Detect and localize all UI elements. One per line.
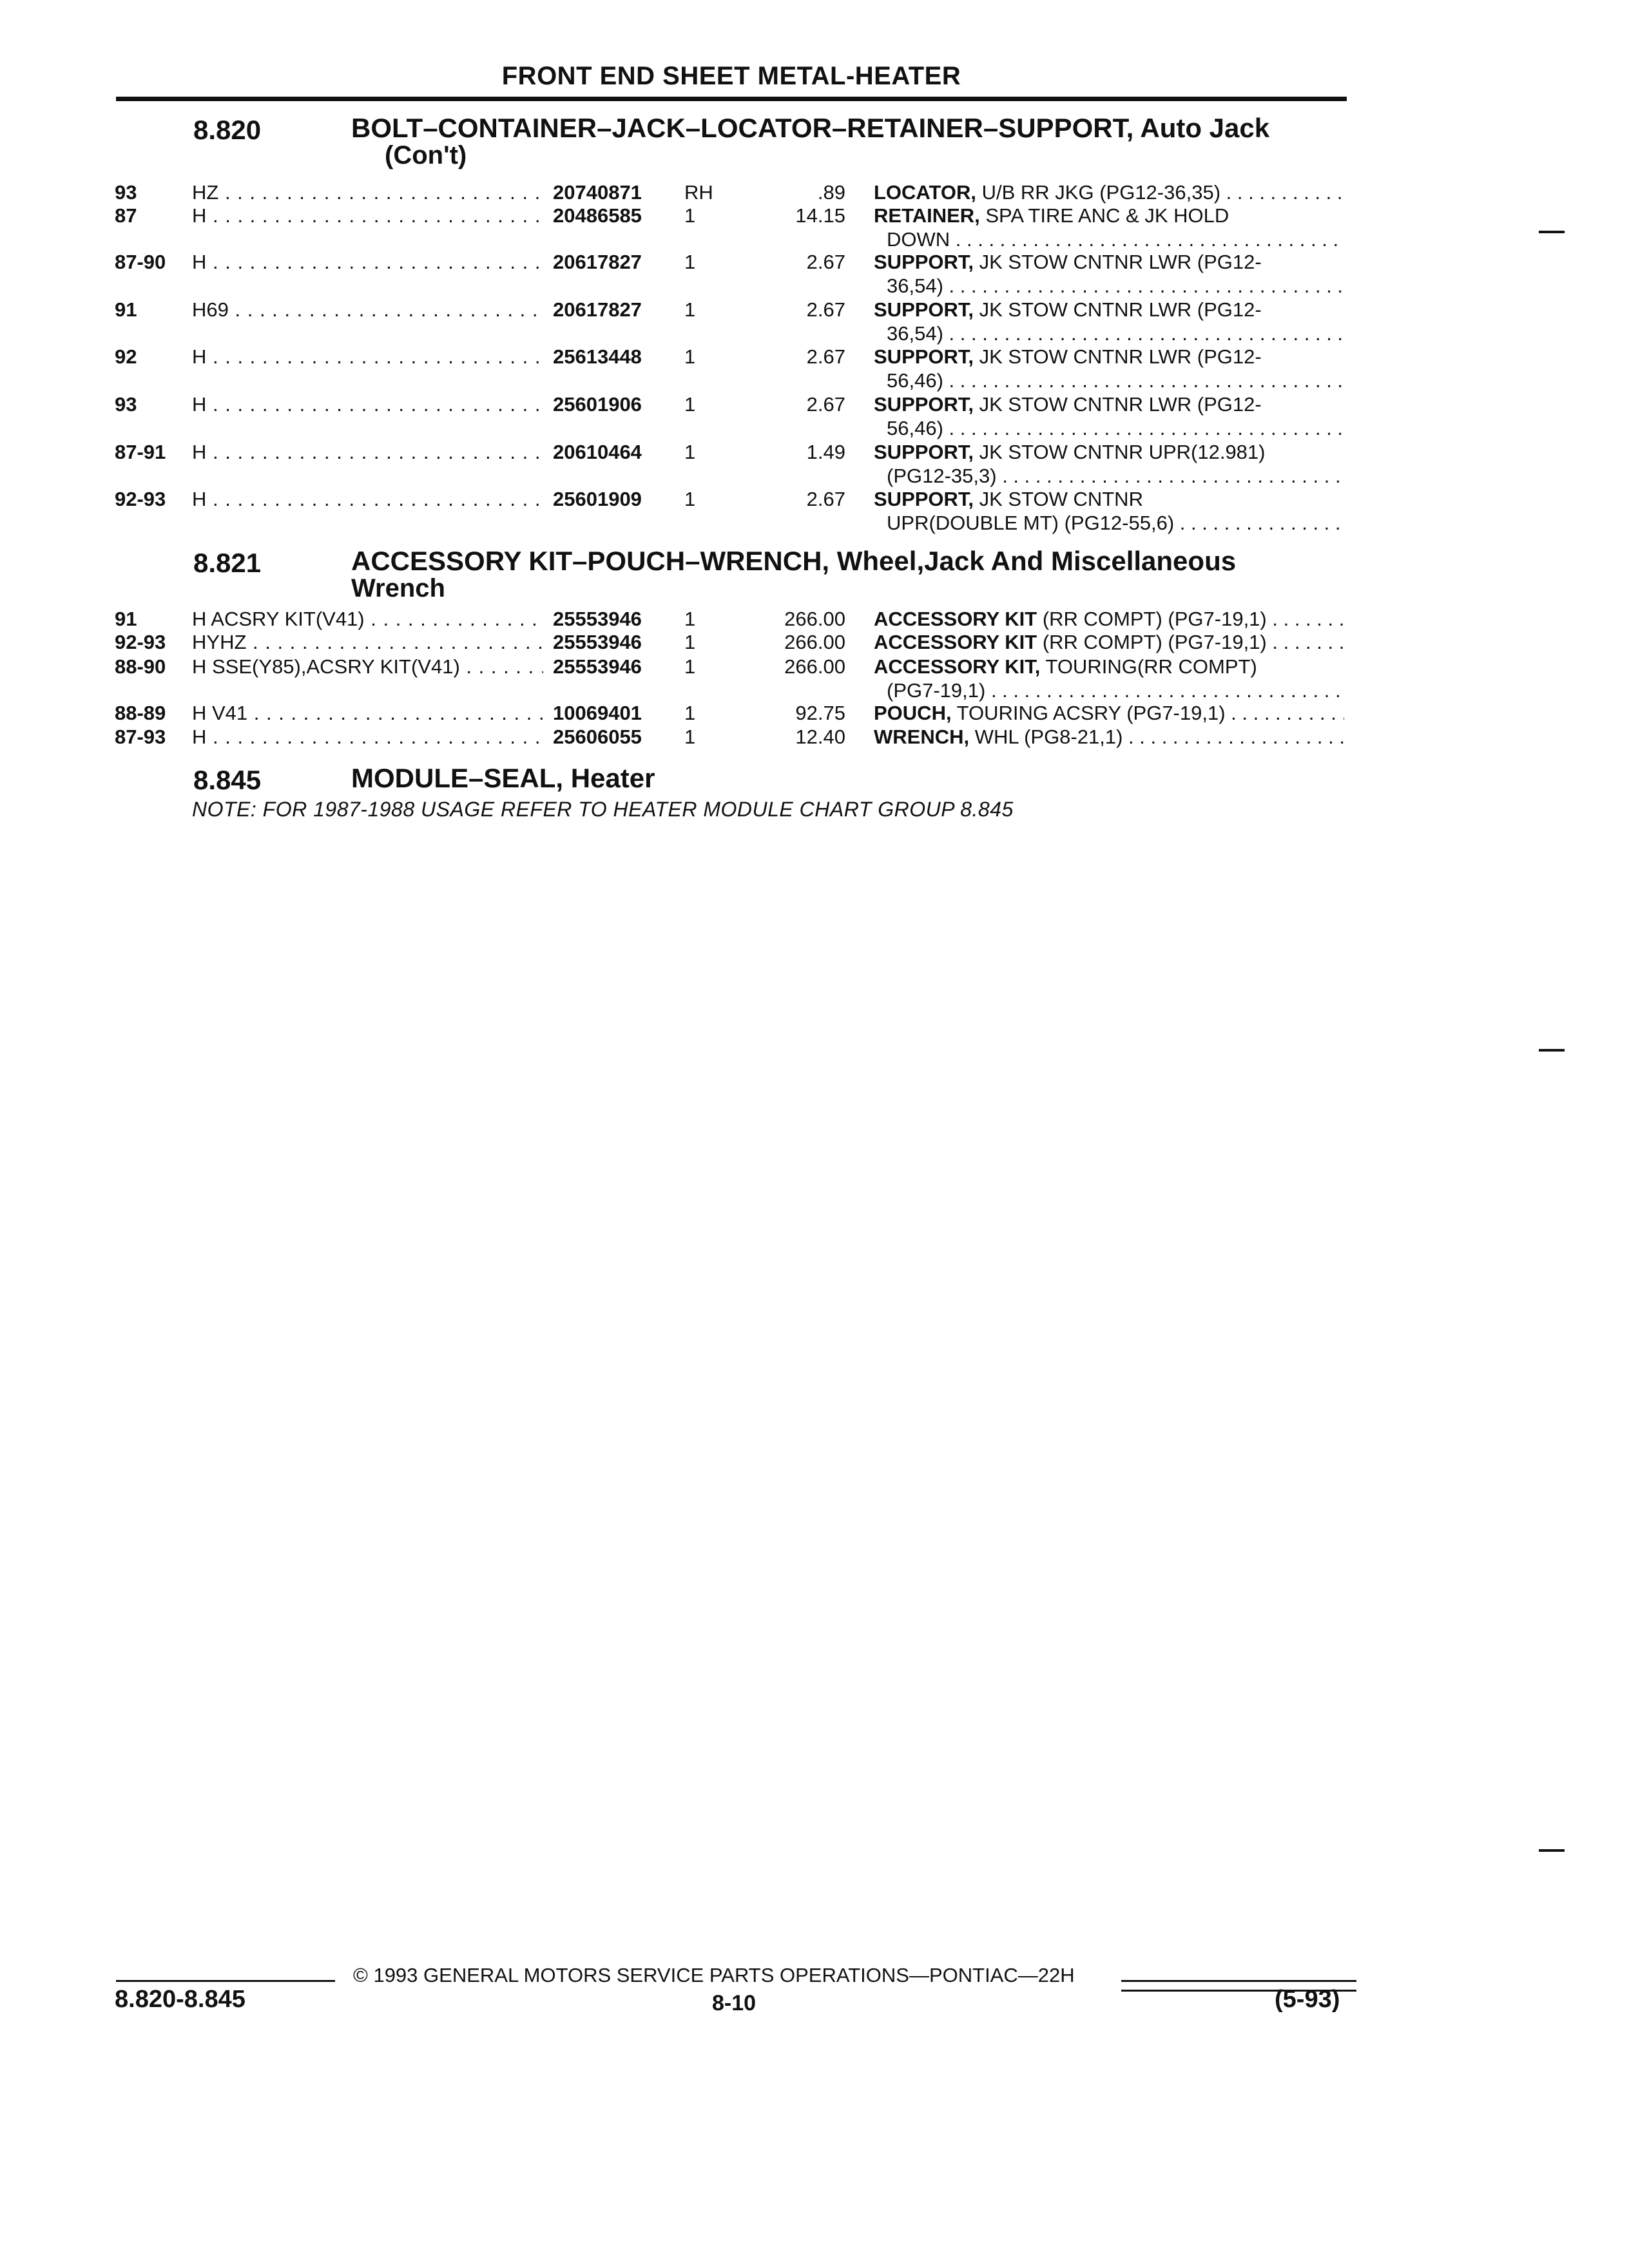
description-line — [874, 607, 1344, 631]
section-title-continued: Wrench — [351, 574, 445, 602]
model-year: 88-90 — [115, 655, 166, 678]
description-detail: TOURING ACSRY (PG7-19,1) — [951, 702, 1226, 724]
footer-rule — [116, 1980, 335, 1982]
description-name: POUCH, — [874, 702, 952, 724]
body-usage-text: HYHZ . . . — [192, 631, 543, 653]
quantity: 1 — [684, 251, 696, 273]
body-usage-text: H69 . . . — [192, 298, 543, 321]
description-detail: JK STOW CNTNR UPR(12.981) — [974, 441, 1266, 463]
part-description — [874, 440, 1344, 488]
price: 266.00 — [784, 608, 845, 630]
part-number: 25553946 — [553, 655, 642, 678]
quantity: 1 — [684, 298, 696, 321]
description-name: ACCESSORY KIT, — [874, 655, 1041, 678]
body-usage — [192, 298, 543, 322]
description-line — [874, 227, 1344, 251]
price: 266.00 — [784, 655, 845, 678]
part-number: 10069401 — [553, 702, 642, 724]
section-title-text: MODULE–SEAL, Heater — [351, 763, 655, 793]
description-detail: JK STOW CNTNR LWR (PG12- — [974, 393, 1262, 416]
part-description — [874, 180, 1344, 204]
description-line — [874, 701, 1344, 725]
part-description — [874, 725, 1344, 749]
part-number: 25606055 — [553, 726, 642, 748]
quantity: 1 — [684, 345, 696, 368]
part-description — [874, 204, 1344, 251]
description-name: WRENCH, — [874, 726, 970, 748]
description-line — [874, 440, 1344, 464]
description-detail: (RR COMPT) (PG7-19,1) — [1037, 631, 1267, 653]
description-line — [874, 464, 1344, 488]
part-description — [874, 250, 1344, 298]
body-usage — [192, 204, 543, 227]
part-number: 25601909 — [553, 488, 642, 510]
description-detail: JK STOW CNTNR LWR (PG12- — [974, 345, 1262, 368]
part-number: 25553946 — [553, 608, 642, 630]
section-title-continued: (Con't) — [385, 141, 467, 169]
description-name: RETAINER, — [874, 204, 980, 227]
description-name: SUPPORT, — [874, 345, 974, 368]
section-title — [351, 115, 1356, 169]
footer-group-range: 8.820-8.845 — [115, 1986, 246, 2013]
quantity: 1 — [684, 441, 696, 463]
quantity: 1 — [684, 655, 696, 678]
body-usage-text: H . . . — [192, 726, 543, 748]
body-usage-text: H . . . — [192, 488, 543, 510]
model-year: 92-93 — [115, 631, 166, 653]
usage-note: NOTE: FOR 1987-1988 USAGE REFER TO HEATER MODULE CHART GROUP 8.845 — [192, 798, 1014, 821]
body-usage — [192, 607, 543, 631]
part-number: 20617827 — [553, 298, 642, 321]
model-year: 93 — [115, 181, 137, 204]
description-line — [874, 345, 1344, 369]
price: 14.15 — [795, 204, 845, 227]
description-name: SUPPORT, — [874, 488, 974, 510]
body-usage-text: H . . . — [192, 441, 543, 463]
description-name: SUPPORT, — [874, 441, 974, 463]
part-number: 20610464 — [553, 441, 642, 463]
model-year: 92 — [115, 345, 137, 368]
model-year: 87-93 — [115, 726, 166, 748]
price: 266.00 — [784, 631, 845, 653]
section-code: 8.821 — [193, 548, 262, 578]
description-name: LOCATOR, — [874, 181, 977, 204]
body-usage — [192, 487, 543, 511]
description-name: SUPPORT, — [874, 298, 974, 321]
part-description — [874, 392, 1344, 440]
edge-mark — [1539, 1049, 1565, 1052]
model-year: 88-89 — [115, 702, 166, 724]
price: 2.67 — [806, 345, 845, 368]
price: 2.67 — [806, 298, 845, 321]
body-usage — [192, 180, 543, 204]
description-line — [874, 392, 1344, 416]
description-line — [874, 369, 1344, 392]
description-line — [874, 630, 1344, 654]
model-year: 91 — [115, 298, 137, 321]
description-detail: JK STOW CNTNR LWR (PG12- — [974, 298, 1262, 321]
edge-mark — [1539, 231, 1565, 233]
description-line — [874, 180, 1344, 204]
description-name: ACCESSORY KIT — [874, 631, 1037, 653]
section-title — [351, 548, 1356, 602]
description-continued: 56,46) — [887, 369, 943, 392]
part-number: 25613448 — [553, 345, 642, 368]
quantity: 1 — [684, 393, 696, 416]
description-detail: (RR COMPT) (PG7-19,1) — [1037, 608, 1267, 630]
section-code: 8.845 — [193, 765, 262, 795]
body-usage — [192, 630, 543, 654]
description-detail: JK STOW CNTNR LWR (PG12- — [974, 251, 1262, 273]
description-continued: (PG7-19,1) — [887, 679, 986, 702]
description-line — [874, 274, 1344, 298]
quantity: 1 — [684, 608, 696, 630]
part-number: 20740871 — [553, 181, 642, 204]
description-continued: 56,46) — [887, 417, 943, 439]
body-usage-text: HZ . . . — [192, 181, 543, 204]
page-header: FRONT END SHEET METAL-HEATER — [501, 62, 961, 90]
description-line — [874, 298, 1344, 322]
body-usage — [192, 655, 543, 678]
description-line — [874, 678, 1344, 702]
footer-page-number: 8-10 — [712, 1991, 757, 2015]
body-usage — [192, 345, 543, 369]
quantity: 1 — [684, 726, 696, 748]
description-name: ACCESSORY KIT — [874, 608, 1037, 630]
part-description — [874, 345, 1344, 392]
quantity: 1 — [684, 488, 696, 510]
part-number: 25553946 — [553, 631, 642, 653]
description-name: SUPPORT, — [874, 393, 974, 416]
header-rule — [116, 97, 1347, 101]
price: 2.67 — [806, 393, 845, 416]
description-line — [874, 204, 1344, 227]
section-title-text: ACCESSORY KIT–POUCH–WRENCH, Wheel,Jack And Miscellaneous — [351, 546, 1237, 576]
description-detail: JK STOW CNTNR — [974, 488, 1143, 510]
section-title-text: BOLT–CONTAINER–JACK–LOCATOR–RETAINER–SUPPORT, Auto Jack — [351, 113, 1270, 143]
description-line — [874, 655, 1344, 678]
model-year: 87-90 — [115, 251, 166, 273]
price: .89 — [817, 181, 845, 204]
part-description — [874, 655, 1344, 702]
body-usage — [192, 440, 543, 464]
quantity: 1 — [684, 702, 696, 724]
body-usage-text: H . . . — [192, 251, 543, 273]
price: 12.40 — [795, 726, 845, 748]
body-usage — [192, 725, 543, 749]
body-usage-text: H ACSRY KIT(V41) . . . — [192, 608, 543, 630]
description-line — [874, 322, 1344, 345]
description-name: SUPPORT, — [874, 251, 974, 273]
part-description — [874, 701, 1344, 725]
part-description — [874, 607, 1344, 631]
model-year: 92-93 — [115, 488, 166, 510]
description-detail: U/B RR JKG (PG12-36,35) — [976, 181, 1221, 204]
part-number: 20617827 — [553, 251, 642, 273]
body-usage — [192, 701, 543, 725]
part-description — [874, 487, 1344, 535]
model-year: 93 — [115, 393, 137, 416]
description-continued: DOWN — [887, 228, 950, 251]
body-usage-text: H . . . — [192, 345, 543, 368]
model-year: 87-91 — [115, 441, 166, 463]
edge-mark — [1539, 1849, 1565, 1852]
description-detail: WHL (PG8-21,1) — [969, 726, 1123, 748]
body-usage-text: H . . . — [192, 204, 543, 227]
body-usage-text: H . . . — [192, 393, 543, 416]
description-continued: 36,54) — [887, 322, 943, 345]
description-line — [874, 511, 1344, 535]
footer-revision-date: (5-93) — [1275, 1986, 1340, 2013]
price: 2.67 — [806, 488, 845, 510]
description-line — [874, 416, 1344, 440]
description-continued: 36,54) — [887, 274, 943, 297]
price: 92.75 — [795, 702, 845, 724]
description-continued: (PG12-35,3) — [887, 465, 997, 487]
footer-rule — [1121, 1980, 1356, 1982]
part-description — [874, 298, 1344, 345]
description-continued: UPR(DOUBLE MT) (PG12-55,6) — [887, 512, 1175, 534]
body-usage — [192, 250, 543, 274]
body-usage-text: H V41 . . . — [192, 702, 543, 724]
description-line — [874, 725, 1344, 749]
section-title — [351, 765, 1356, 792]
model-year: 91 — [115, 608, 137, 630]
description-detail: TOURING(RR COMPT) — [1040, 655, 1257, 678]
footer-copyright: © 1993 GENERAL MOTORS SERVICE PARTS OPERATIONS—PONTIAC—22H — [353, 1964, 1075, 1986]
section-code: 8.820 — [193, 115, 262, 145]
price: 1.49 — [806, 441, 845, 463]
quantity: RH — [684, 181, 713, 204]
body-usage — [192, 392, 543, 416]
model-year: 87 — [115, 204, 137, 227]
part-description — [874, 630, 1344, 654]
part-number: 25601906 — [553, 393, 642, 416]
description-line — [874, 250, 1344, 274]
quantity: 1 — [684, 204, 696, 227]
quantity: 1 — [684, 631, 696, 653]
part-number: 20486585 — [553, 204, 642, 227]
description-line — [874, 487, 1344, 511]
description-detail: SPA TIRE ANC & JK HOLD — [979, 204, 1229, 227]
body-usage-text: H SSE(Y85),ACSRY KIT(V41) . . . — [192, 655, 543, 678]
price: 2.67 — [806, 251, 845, 273]
